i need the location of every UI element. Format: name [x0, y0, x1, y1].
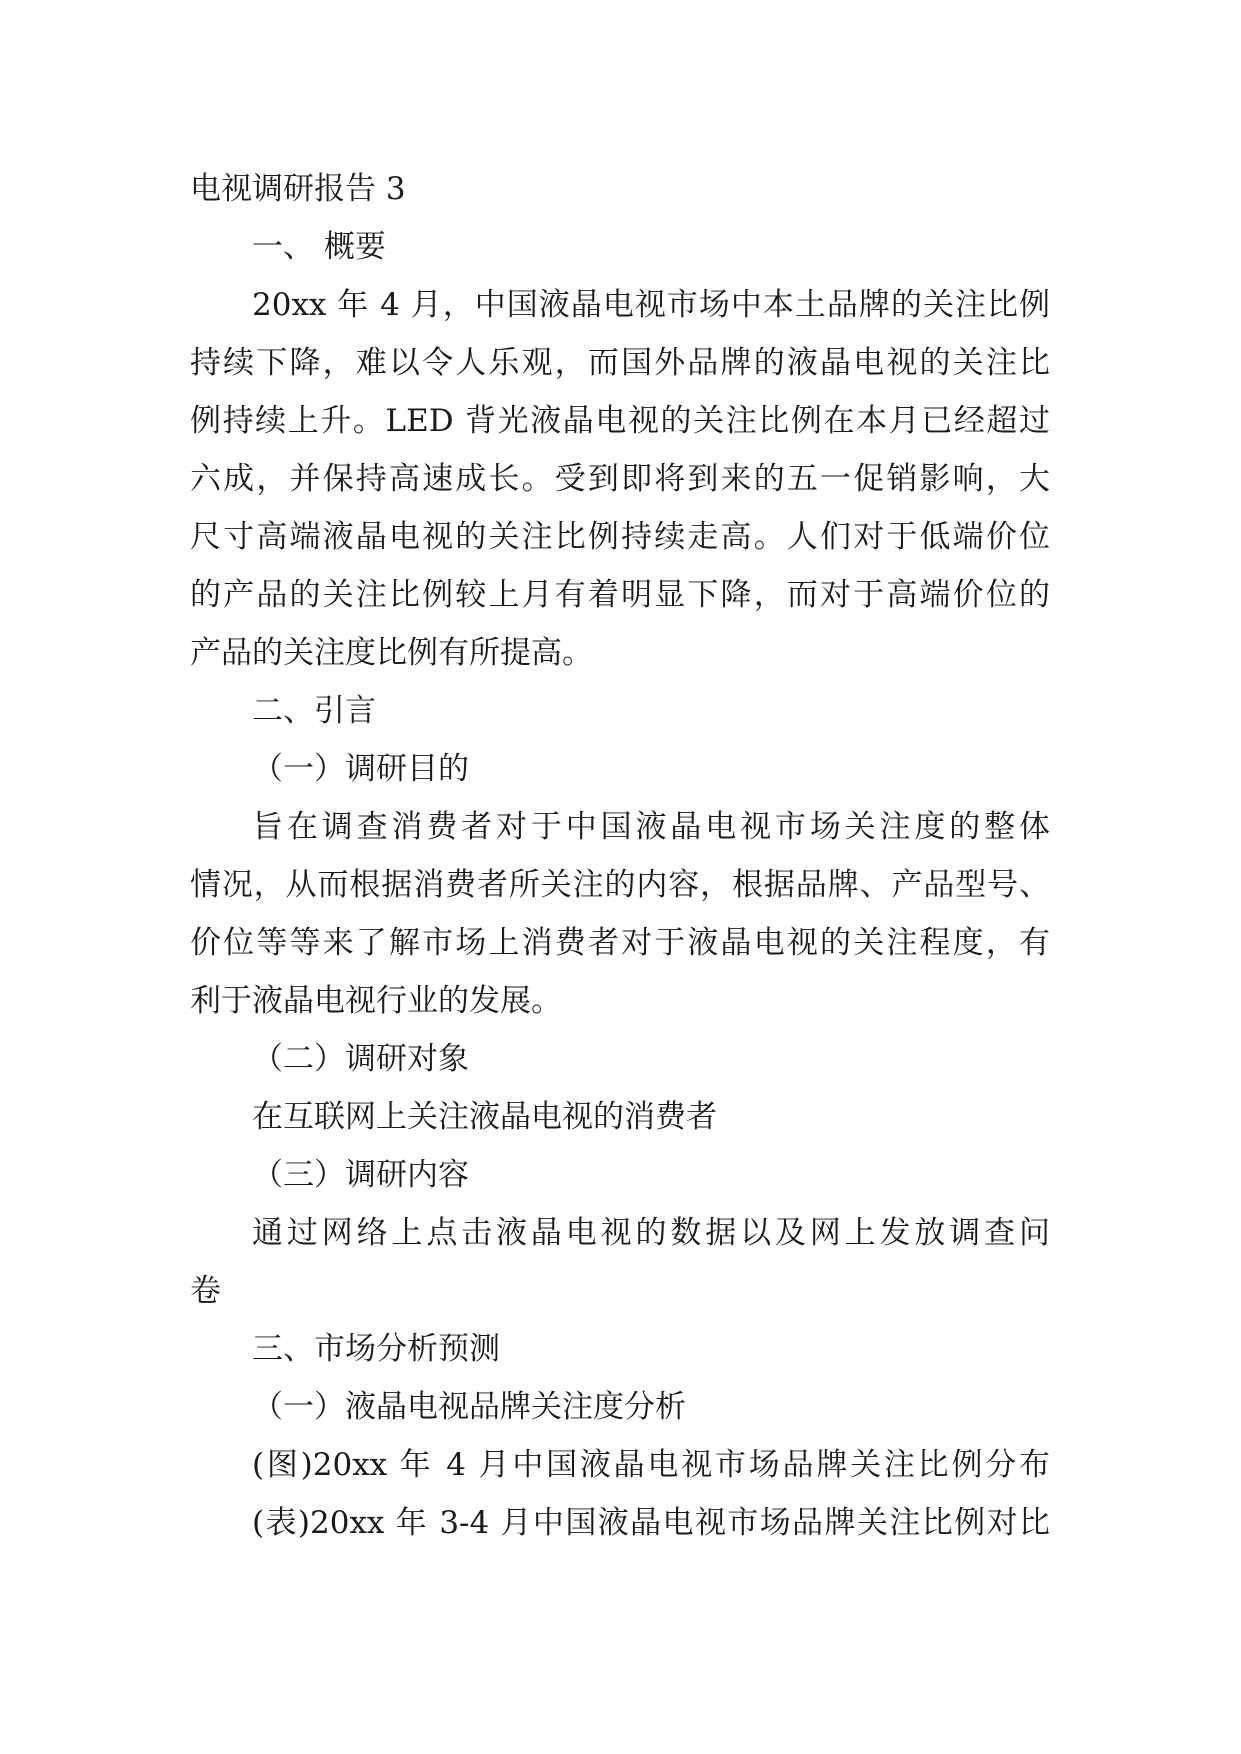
paragraph-line: 旨在调查消费者对于中国液晶电视市场关注度的整体: [252, 809, 1050, 845]
paragraph-line: 持续下降，难以令人乐观，而国外品牌的液晶电视的关注比: [190, 345, 1050, 381]
subsection-heading-subject: （二）调研对象: [252, 1041, 469, 1077]
section-heading-market-analysis: 三、市场分析预测: [252, 1331, 500, 1367]
paragraph-line: 卷: [190, 1273, 221, 1309]
paragraph-line: 的产品的关注比例较上月有着明显下降，而对于高端价位的: [190, 577, 1050, 613]
document-body: [190, 160, 1050, 1552]
subsection-heading-content: （三）调研内容: [252, 1157, 469, 1193]
subsection-heading-brand-analysis: （一）液晶电视品牌关注度分析: [252, 1389, 686, 1425]
paragraph-line: 例持续上升。LED 背光液晶电视的关注比例在本月已经超过: [190, 403, 1050, 439]
paragraph-line: 尺寸高端液晶电视的关注比例持续走高。人们对于低端价位: [190, 519, 1050, 555]
paragraph-line: 情况，从而根据消费者所关注的内容，根据品牌、产品型号、: [190, 867, 1050, 903]
paragraph-line: 在互联网上关注液晶电视的消费者: [252, 1099, 717, 1135]
section-heading-overview: 一、 概要: [252, 229, 386, 265]
paragraph-line: 通过网络上点击液晶电视的数据以及网上发放调查问: [252, 1215, 1050, 1251]
figure-caption: (图)20xx 年 4 月中国液晶电视市场品牌关注比例分布: [252, 1447, 1050, 1483]
subsection-heading-purpose: （一）调研目的: [252, 751, 469, 787]
paragraph-line: 产品的关注度比例有所提高。: [190, 635, 593, 671]
section-heading-introduction: 二、引言: [252, 693, 376, 729]
paragraph-line: 六成，并保持高速成长。受到即将到来的五一促销影响，大: [190, 461, 1050, 497]
paragraph-line: 价位等等来了解市场上消费者对于液晶电视的关注程度，有: [190, 925, 1050, 961]
paragraph-line: 利于液晶电视行业的发展。: [190, 983, 562, 1019]
paragraph-line: 20xx 年 4 月，中国液晶电视市场中本土品牌的关注比例: [252, 287, 1050, 323]
document-title: 电视调研报告 3: [190, 171, 406, 207]
table-caption: (表)20xx 年 3-4 月中国液晶电视市场品牌关注比例对比: [252, 1505, 1050, 1541]
